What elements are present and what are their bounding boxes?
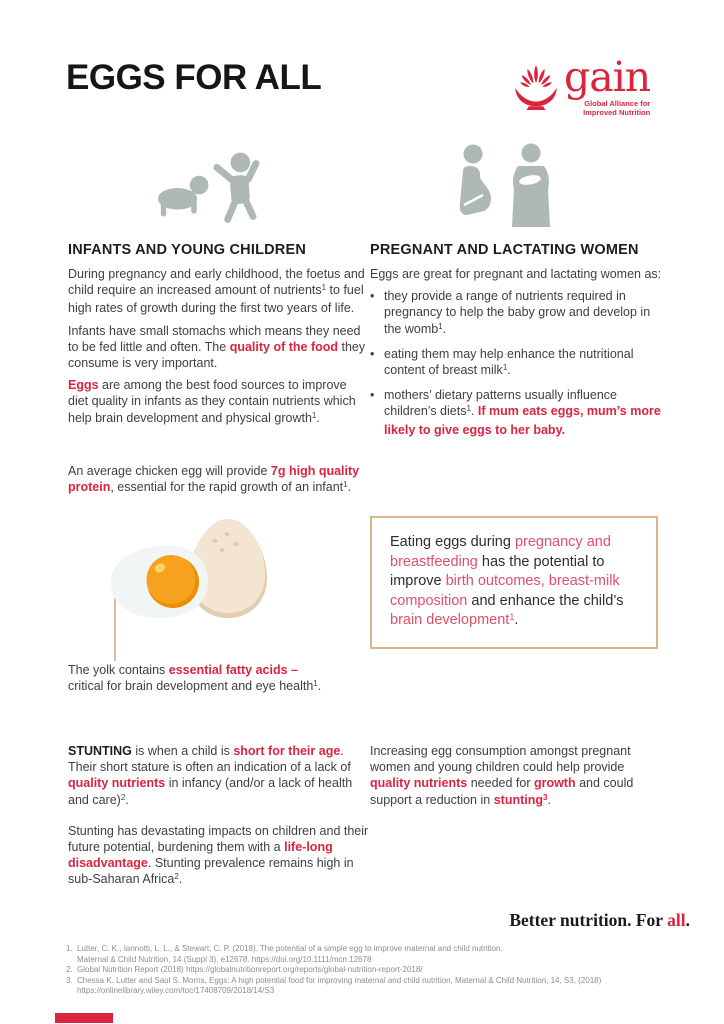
pregnant-bullet: • eating them may help enhance the nutritional content of breast milk$^1$. — [370, 346, 665, 380]
infants-section-heading: INFANTS AND YOUNG CHILDREN — [68, 242, 307, 258]
yolk-paragraph: The yolk contains essential fatty acids – critical for brain development and eye health$^1$. — [68, 663, 322, 694]
footnote: 2. Global Nutrition Report (2018) https://globalnutritionreport.org/reports/global-nutrition-report-2018/ — [66, 965, 423, 974]
gain-logo — [512, 53, 651, 117]
infants-paragraph: During pregnancy and early childhood, the foetus and child require an increased amount of nutrients$^1$ to fuel high rates of growth during the first two years of life. — [68, 267, 365, 316]
infants-paragraph: Eggs are among the best food sources to improve diet quality in infants as they contain nutrients which help brain development and physical growth$^1$. — [68, 378, 356, 425]
egg-consumption-paragraph: Increasing egg consumption amongst pregnant women and young children could help provide quality nutrients needed for growth and could support a reduction in stunting$^3$. — [370, 744, 634, 807]
callout-text: Eating eggs during pregnancy and breastfeeding has the potential to improve birth outcomes, breast-milk composition and enhance the child’s brain development$^1$. — [390, 534, 624, 628]
pregnant-section-heading: PREGNANT AND LACTATING WOMEN — [370, 242, 639, 258]
footnotes — [66, 944, 666, 997]
footnote: 1. Lutter, C. K., Iannotti, L. L., & Stewart, C. P. (2018). The potential of a simple egg to improve maternal and child nutrition. Maternal & Child Nutrition, 14 (Suppl 3), e12678. https://doi.org/10.1111/mcn.12678 — [66, 944, 503, 964]
gain-logo-text — [564, 53, 651, 117]
pregnant-bullet: • they provide a range of nutrients required in pregnancy to help the baby grow and develop in the womb$^1$. — [370, 288, 665, 339]
crawling-baby-and-jumping-child-icon — [152, 150, 260, 228]
gain-wheat-hands-icon — [512, 63, 560, 111]
pregnancy-benefits-callout-box — [370, 516, 658, 649]
stunting-definition-paragraph: STUNTING is when a child is short for their age. Their short stature is often an indication of a lack of quality nutrients in infancy (and/or a lack of health and care)$^2$. — [68, 744, 353, 807]
pregnant-intro: Eggs are great for pregnant and lactating women as: — [370, 267, 662, 281]
page-title: EGGS FOR ALL — [66, 58, 322, 97]
pregnant-column — [370, 266, 665, 445]
pregnant-woman-and-nursing-mother-icon — [452, 143, 554, 229]
whole-egg-and-cracked-egg-illustration — [95, 505, 350, 663]
infants-column — [68, 266, 370, 434]
footnote: 3. Chessa K. Lutter and Saul S. Morris, Eggs: A high potential food for improving maternal and child nutrition, Maternal & Child Nutrition, 14, S3, (2018) https://onlinelibrary.wiley.com/toc/17408709/2018/14/S3 — [66, 975, 602, 995]
gain-wordmark: gain — [564, 53, 651, 101]
gain-logo-tagline: Global Alliance for Improved Nutrition — [583, 99, 651, 117]
pregnant-bullet: • mothers’ dietary patterns usually influence children’s diets$^1$. If mum eats eggs, mum’s more likely to give eggs to her baby. — [370, 387, 665, 438]
stunting-column-right — [370, 743, 665, 816]
egg-protein-paragraph: An average chicken egg will provide 7g high quality protein, essential for the rapid growth of an infant$^1$. — [68, 464, 360, 495]
infants-paragraph: Infants have small stomachs which means they need to be fed little and often. The quality of the food they consume is very important. — [68, 323, 366, 371]
gain-tagline: Better nutrition. For all. — [509, 910, 690, 930]
stunting-impact-paragraph: Stunting has devastating impacts on children and their future potential, burdening them with a life-long disadvantage. Stunting prevalence remains high in sub-Saharan Africa$^2$. — [68, 823, 369, 887]
stunting-column-left — [68, 743, 370, 896]
footer-accent-bar — [55, 1013, 113, 1023]
